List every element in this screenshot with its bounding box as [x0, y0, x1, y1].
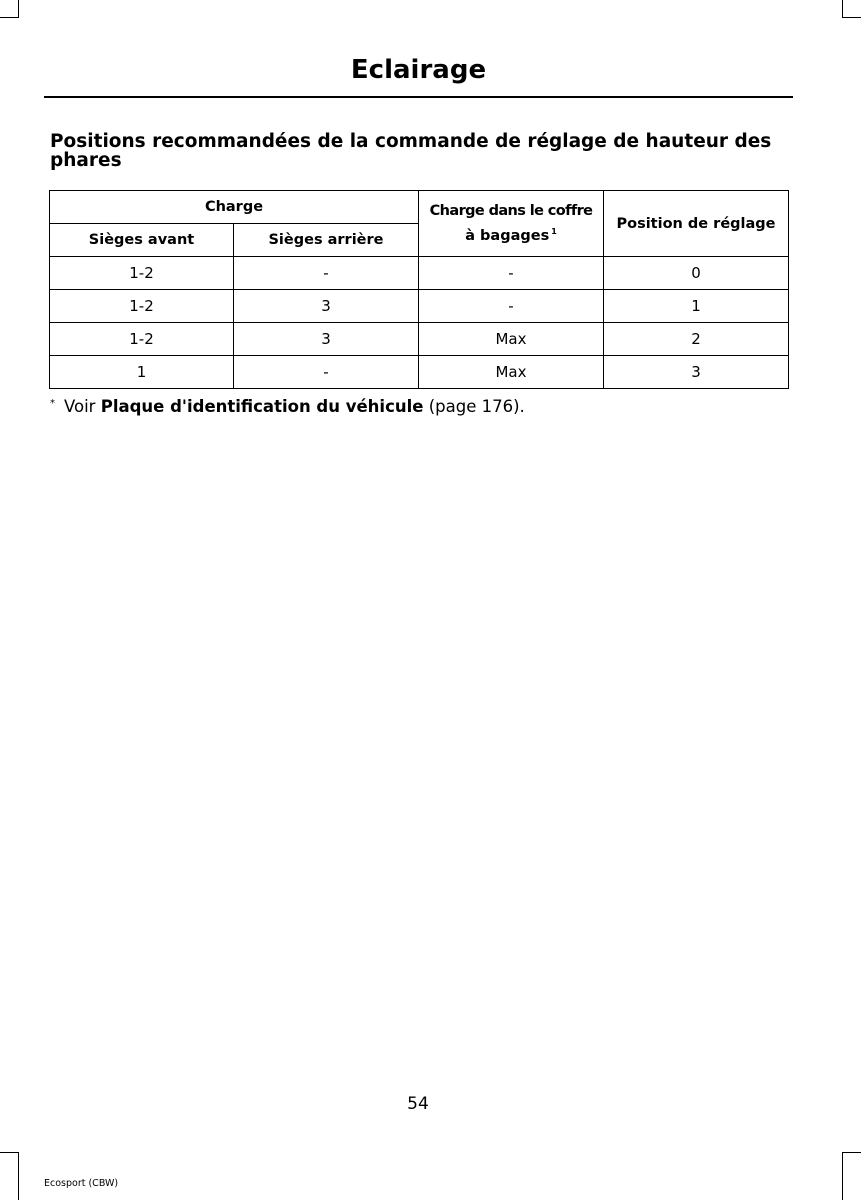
- table-header-row: [50, 191, 789, 224]
- title-divider: [44, 96, 793, 98]
- crop-mark-top-left-h: [0, 17, 18, 18]
- footnote-link[interactable]: Plaque d'identification du véhicule: [100, 397, 424, 416]
- header-trunk-load: [419, 191, 604, 257]
- cell-trunk: -: [419, 257, 604, 290]
- section-heading: Positions recommandées de la commande de réglage de hauteur des phares: [50, 131, 772, 171]
- model-label: Ecosport (CBW): [44, 1178, 119, 1189]
- cell-rear: 3: [234, 323, 419, 356]
- footnote-marker: 1: [551, 227, 557, 236]
- crop-mark-top-left-v: [18, 0, 19, 18]
- crop-mark-top-right-v: [842, 0, 843, 18]
- cell-rear: -: [234, 257, 419, 290]
- header-front-seats: Sièges avant: [50, 224, 234, 257]
- cell-trunk: -: [419, 290, 604, 323]
- cell-trunk: Max: [419, 323, 604, 356]
- header-rear-seats: Sièges arrière: [234, 224, 419, 257]
- header-position: Position de réglage: [604, 191, 789, 257]
- cell-rear: 3: [234, 290, 419, 323]
- cell-front: 1-2: [50, 290, 234, 323]
- table-row: [50, 290, 789, 323]
- table-row: [50, 257, 789, 290]
- crop-mark-bottom-left-h: [0, 1152, 18, 1153]
- crop-mark-top-right-h: [842, 17, 861, 18]
- cell-trunk: Max: [419, 356, 604, 389]
- footnote-suffix: (page 176).: [428, 397, 525, 416]
- crop-mark-bottom-right-h: [842, 1152, 861, 1153]
- cell-front: 1: [50, 356, 234, 389]
- footnote-mark: *: [50, 398, 55, 409]
- cell-rear: -: [234, 356, 419, 389]
- cell-position: 3: [604, 356, 789, 389]
- header-charge: Charge: [50, 191, 419, 224]
- table-row: [50, 323, 789, 356]
- page-number: 54: [407, 1094, 429, 1114]
- header-trunk-line1: Charge dans le coffre: [429, 203, 593, 219]
- footnote-prefix: Voir: [64, 397, 96, 416]
- page-title: Eclairage: [350, 55, 487, 85]
- footnote: [50, 394, 525, 417]
- cell-front: 1-2: [50, 257, 234, 290]
- header-trunk-line2: à bagages: [465, 228, 550, 244]
- crop-mark-bottom-left-v: [18, 1152, 19, 1200]
- headlamp-adjustment-table: [49, 190, 789, 389]
- header-trunk-line2-wrap: [419, 227, 603, 244]
- crop-mark-bottom-right-v: [842, 1152, 843, 1200]
- table-row: [50, 356, 789, 389]
- cell-position: 0: [604, 257, 789, 290]
- cell-front: 1-2: [50, 323, 234, 356]
- cell-position: 1: [604, 290, 789, 323]
- cell-position: 2: [604, 323, 789, 356]
